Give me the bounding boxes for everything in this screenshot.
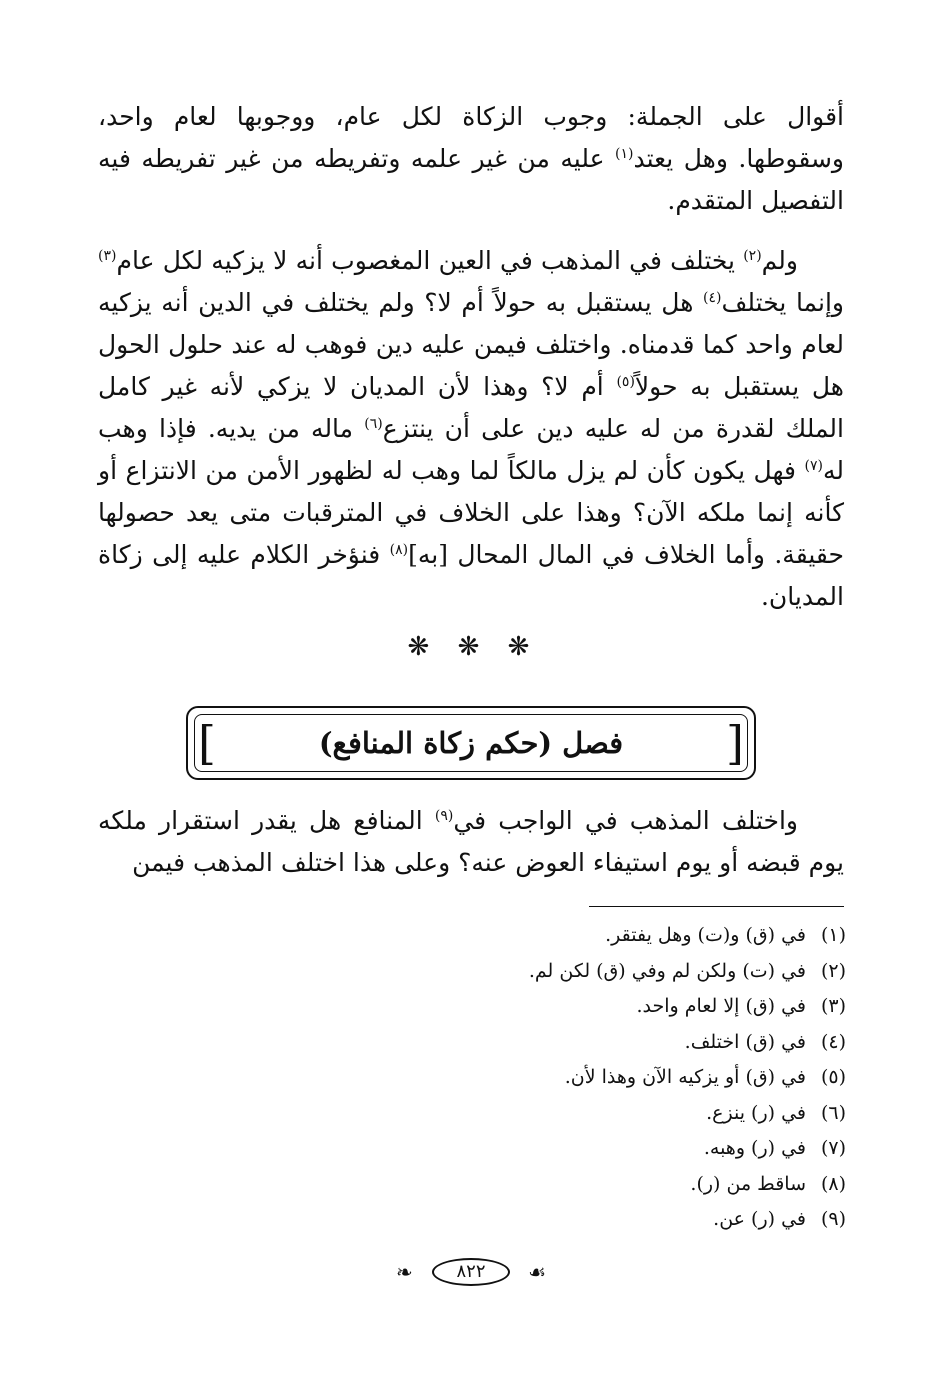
page-number-block — [396, 1256, 546, 1290]
heading-bracket-right-icon: ] — [726, 716, 744, 770]
footnote-divider — [589, 906, 844, 907]
footnote-item — [98, 1096, 846, 1132]
footnote-ref-2[interactable]: (٢) — [743, 248, 762, 264]
footnote-text: في (ق) و(ت) وهل يفتقر. — [605, 924, 806, 946]
paragraph-2-text — [98, 240, 844, 618]
footnote-text: في (ر) وهبه. — [703, 1137, 806, 1159]
footnote-ref-6[interactable]: (٦) — [364, 416, 383, 432]
para1-text-a: أقوال على الجملة: وجوب الزكاة لكل عام، ووجوبها لعام واحد، وسقوطها. وهل يعتد — [98, 102, 844, 173]
ornament-right-icon: ☙ — [528, 1260, 546, 1284]
footnote-number: (٨) — [820, 1172, 846, 1195]
footnote-number: (٤) — [820, 1030, 846, 1053]
footnote-ref-7[interactable]: (٧) — [804, 458, 823, 474]
footnote-number: (٥) — [820, 1066, 846, 1088]
footnote-number: (٣) — [820, 995, 846, 1017]
footnote-ref-5[interactable]: (٥) — [616, 374, 635, 390]
footnote-item — [98, 1131, 846, 1167]
footnote-text: في (ق) إلا لعام واحد. — [636, 995, 806, 1017]
para2-text-2: يختلف في المذهب في العين المغصوب أنه لا يزكيه لكل عام — [116, 246, 744, 275]
footnote-ref-3[interactable]: (٣) — [98, 248, 117, 264]
footnote-text: في (ق) اختلف. — [684, 1030, 806, 1053]
footnote-number: (١) — [820, 924, 846, 946]
footnote-item — [98, 1167, 846, 1203]
para3-text-2: المنافع هل يقدر استقرار ملكه يوم قبضه أو يوم استيفاء العوض عنه؟ وعلى هذا اختلف المذهب فيمن — [98, 806, 844, 877]
para1-text-b: عليه من غير علمه وتفريطه من غير تفريطه فيه التفصيل المتقدم. — [98, 144, 844, 215]
para2-text-3: وإنما يختلف — [721, 288, 844, 317]
footnote-text: في (ر) عن. — [713, 1208, 806, 1230]
footnote-number: (٩) — [820, 1208, 846, 1230]
para2-text-7: فهل يكون كأن لم يزل مالكاً لما وهب له لظهور الأمن من الانتزاع أو كأنه إنما ملكه الآن؟ وهذا على الخلاف في المترقبات متى يعد حصولها حقيقة. وأما الخلاف في المال المحال [به] — [98, 456, 844, 569]
section-heading-title: فصل (حكم زكاة المنافع) — [318, 726, 624, 760]
para2-text-8: فنؤخر الكلام عليه إلى زكاة المديان. — [98, 540, 844, 611]
footnote-item — [98, 1202, 846, 1238]
para2-text-1: ولم — [761, 246, 798, 275]
section-heading-frame — [186, 706, 756, 780]
footnote-number: (٢) — [820, 959, 846, 982]
footnote-item — [98, 918, 846, 954]
footnote-item — [98, 1060, 846, 1096]
page-number: ٨٢٢ — [432, 1258, 510, 1286]
footnote-ref-9[interactable]: (٩) — [434, 808, 454, 824]
para2-text-6: ماله من يديه. فإذا وهب له — [98, 414, 844, 485]
footnote-item — [98, 954, 846, 990]
footnote-text: ساقط من (ر). — [690, 1172, 806, 1195]
section-separator: ❋ ❋ ❋ — [407, 632, 540, 662]
paragraph-3-text — [98, 800, 844, 884]
footnote-text: في (ت) ولكن لم وفي (ق) لكن لم. — [528, 959, 806, 982]
paragraph-1-text — [98, 96, 844, 222]
para2-text-5: أم لا؟ وهذا لأن المديان لا يزكي لأنه غير كامل الملك لقدرة من له عليه دين على أن ينتزع — [98, 372, 844, 443]
heading-bracket-left-icon: [ — [198, 716, 216, 770]
footnote-number: (٦) — [820, 1101, 846, 1124]
footnote-number: (٧) — [820, 1137, 846, 1159]
para2-text-4: هل يستقبل به حولاً أم لا؟ ولم يختلف في الدين أنه يزكيه لعام واحد كما قدمناه. واختلف فيمن عليه دين فوهب له عند حلول الحول هل يستقبل به حولاً — [98, 288, 844, 401]
ornament-left-icon: ❧ — [396, 1260, 413, 1284]
footnotes-list — [98, 918, 846, 1238]
footnote-ref-4[interactable]: (٤) — [703, 290, 722, 306]
para3-text-1: واختلف المذهب في الواجب في — [453, 806, 798, 835]
footnote-ref-8[interactable]: (٨) — [389, 542, 409, 558]
paragraph-2 — [98, 240, 844, 618]
footnote-item — [98, 1025, 846, 1061]
footnote-text: في (ق) أو يزكيه الآن وهذا لأن. — [564, 1066, 806, 1088]
paragraph-3 — [98, 800, 844, 884]
footnote-text: في (ر) ينزع. — [706, 1101, 806, 1124]
footnote-item — [98, 989, 846, 1025]
footnote-ref-1[interactable]: (١) — [615, 146, 634, 162]
paragraph-1 — [98, 96, 844, 222]
